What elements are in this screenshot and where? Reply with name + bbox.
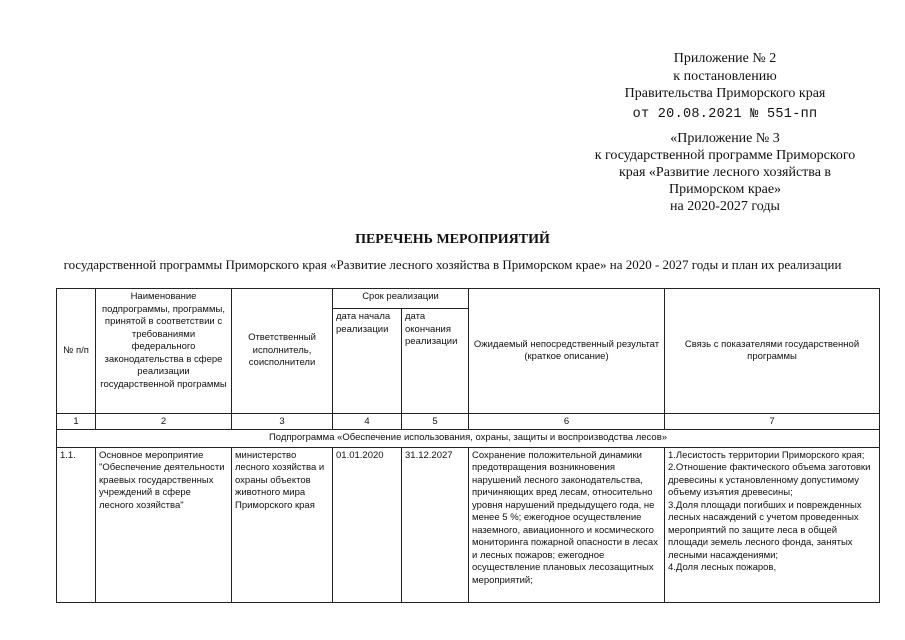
- column-number: 2: [96, 414, 232, 430]
- indicator-link: 3.Доля площади погибших и поврежденных лесных насаждений с учетом проведенных мероприятий по защите леса в общей площади земель лесного фонда, занятых лесными насаждениями;: [668, 499, 862, 561]
- header-period: Срок реализации: [333, 289, 469, 309]
- row-start-date: 01.01.2020: [333, 447, 402, 602]
- column-number: 1: [57, 414, 96, 430]
- header-link: Связь с показателями государственной программы: [665, 289, 880, 414]
- annex-line: «Приложение № 3: [670, 131, 780, 146]
- annex-date: от 20.08.2021 № 551-пп: [632, 106, 818, 122]
- row-name: Основное мероприятие "Обеспечение деятельности краевых государственных учреждений в сфере лесного хозяйства": [96, 447, 232, 602]
- column-number: 3: [232, 414, 333, 430]
- header-result: Ожидаемый непосредственный результат (краткое описание): [469, 289, 665, 414]
- indicator-link: 1.Лесистость территории Приморского края;: [668, 449, 865, 461]
- header-start: дата начала реализации: [333, 309, 402, 414]
- row-result: Сохранение положительной динамики предотвращения возникновения нарушений лесного законодательства, причиняющих вред лесам, относительно уровня нарушений предыдущего года, не менее 5 %; ежегодное осуществление наземного, авиационного и космического мониторинга пожарной опасности в лесах и лесных пожаров; ежегодное осуществление плановых лесозащитных мероприятий;: [469, 447, 665, 602]
- header-end: дата окончания реализации: [402, 309, 469, 414]
- column-number: 4: [333, 414, 402, 430]
- subprogram-row: [57, 430, 880, 448]
- annex-line: края «Развитие лесного хозяйства в: [618, 165, 832, 180]
- header-name: Наименование подпрограммы, программы, принятой в соответствии с требованиями федерального законодательства в сфере реализации государственной программы: [96, 289, 232, 414]
- annex-line: на 2020-2027 годы: [670, 199, 780, 214]
- annex-line: Приложение № 2: [673, 51, 777, 66]
- indicator-link: 4.Доля лесных пожаров,: [668, 562, 777, 573]
- annex-block: [560, 50, 890, 123]
- table-row: [57, 447, 880, 602]
- measures-table: [56, 288, 880, 603]
- annex-line: к государственной программе Приморского: [594, 148, 856, 163]
- header-responsible: Ответственный исполнитель, соисполнители: [232, 289, 333, 414]
- document-title: ПЕРЕЧЕНЬ МЕРОПРИЯТИЙ: [355, 232, 550, 247]
- annex-line: Приморском крае»: [668, 182, 782, 197]
- subprogram-title: Подпрограмма «Обеспечение использования, охраны, защиты и воспроизводства лесов»: [57, 430, 880, 448]
- row-links: [665, 447, 880, 602]
- document-subtitle: государственной программы Приморского края «Развитие лесного хозяйства в Приморском крае» на 2020 - 2027 годы и план их реализации: [63, 257, 842, 272]
- row-num: 1.1.: [57, 447, 96, 602]
- column-number: 6: [469, 414, 665, 430]
- column-number-row: [57, 414, 880, 430]
- column-number: 7: [665, 414, 880, 430]
- indicator-link: 2.Отношение фактического объема заготовки древесины к установленному допустимому объему изъятия древесины;: [668, 462, 871, 498]
- row-end-date: 31.12.2027: [402, 447, 469, 602]
- header-num: № п/п: [57, 289, 96, 414]
- annex-line: Правительства Приморского края: [624, 86, 826, 101]
- row-responsible: министерство лесного хозяйства и охраны объектов животного мира Приморского края: [232, 447, 333, 602]
- previous-annex-block: [560, 130, 890, 215]
- annex-line: к постановлению: [673, 68, 777, 84]
- header-row: [57, 289, 880, 309]
- column-number: 5: [402, 414, 469, 430]
